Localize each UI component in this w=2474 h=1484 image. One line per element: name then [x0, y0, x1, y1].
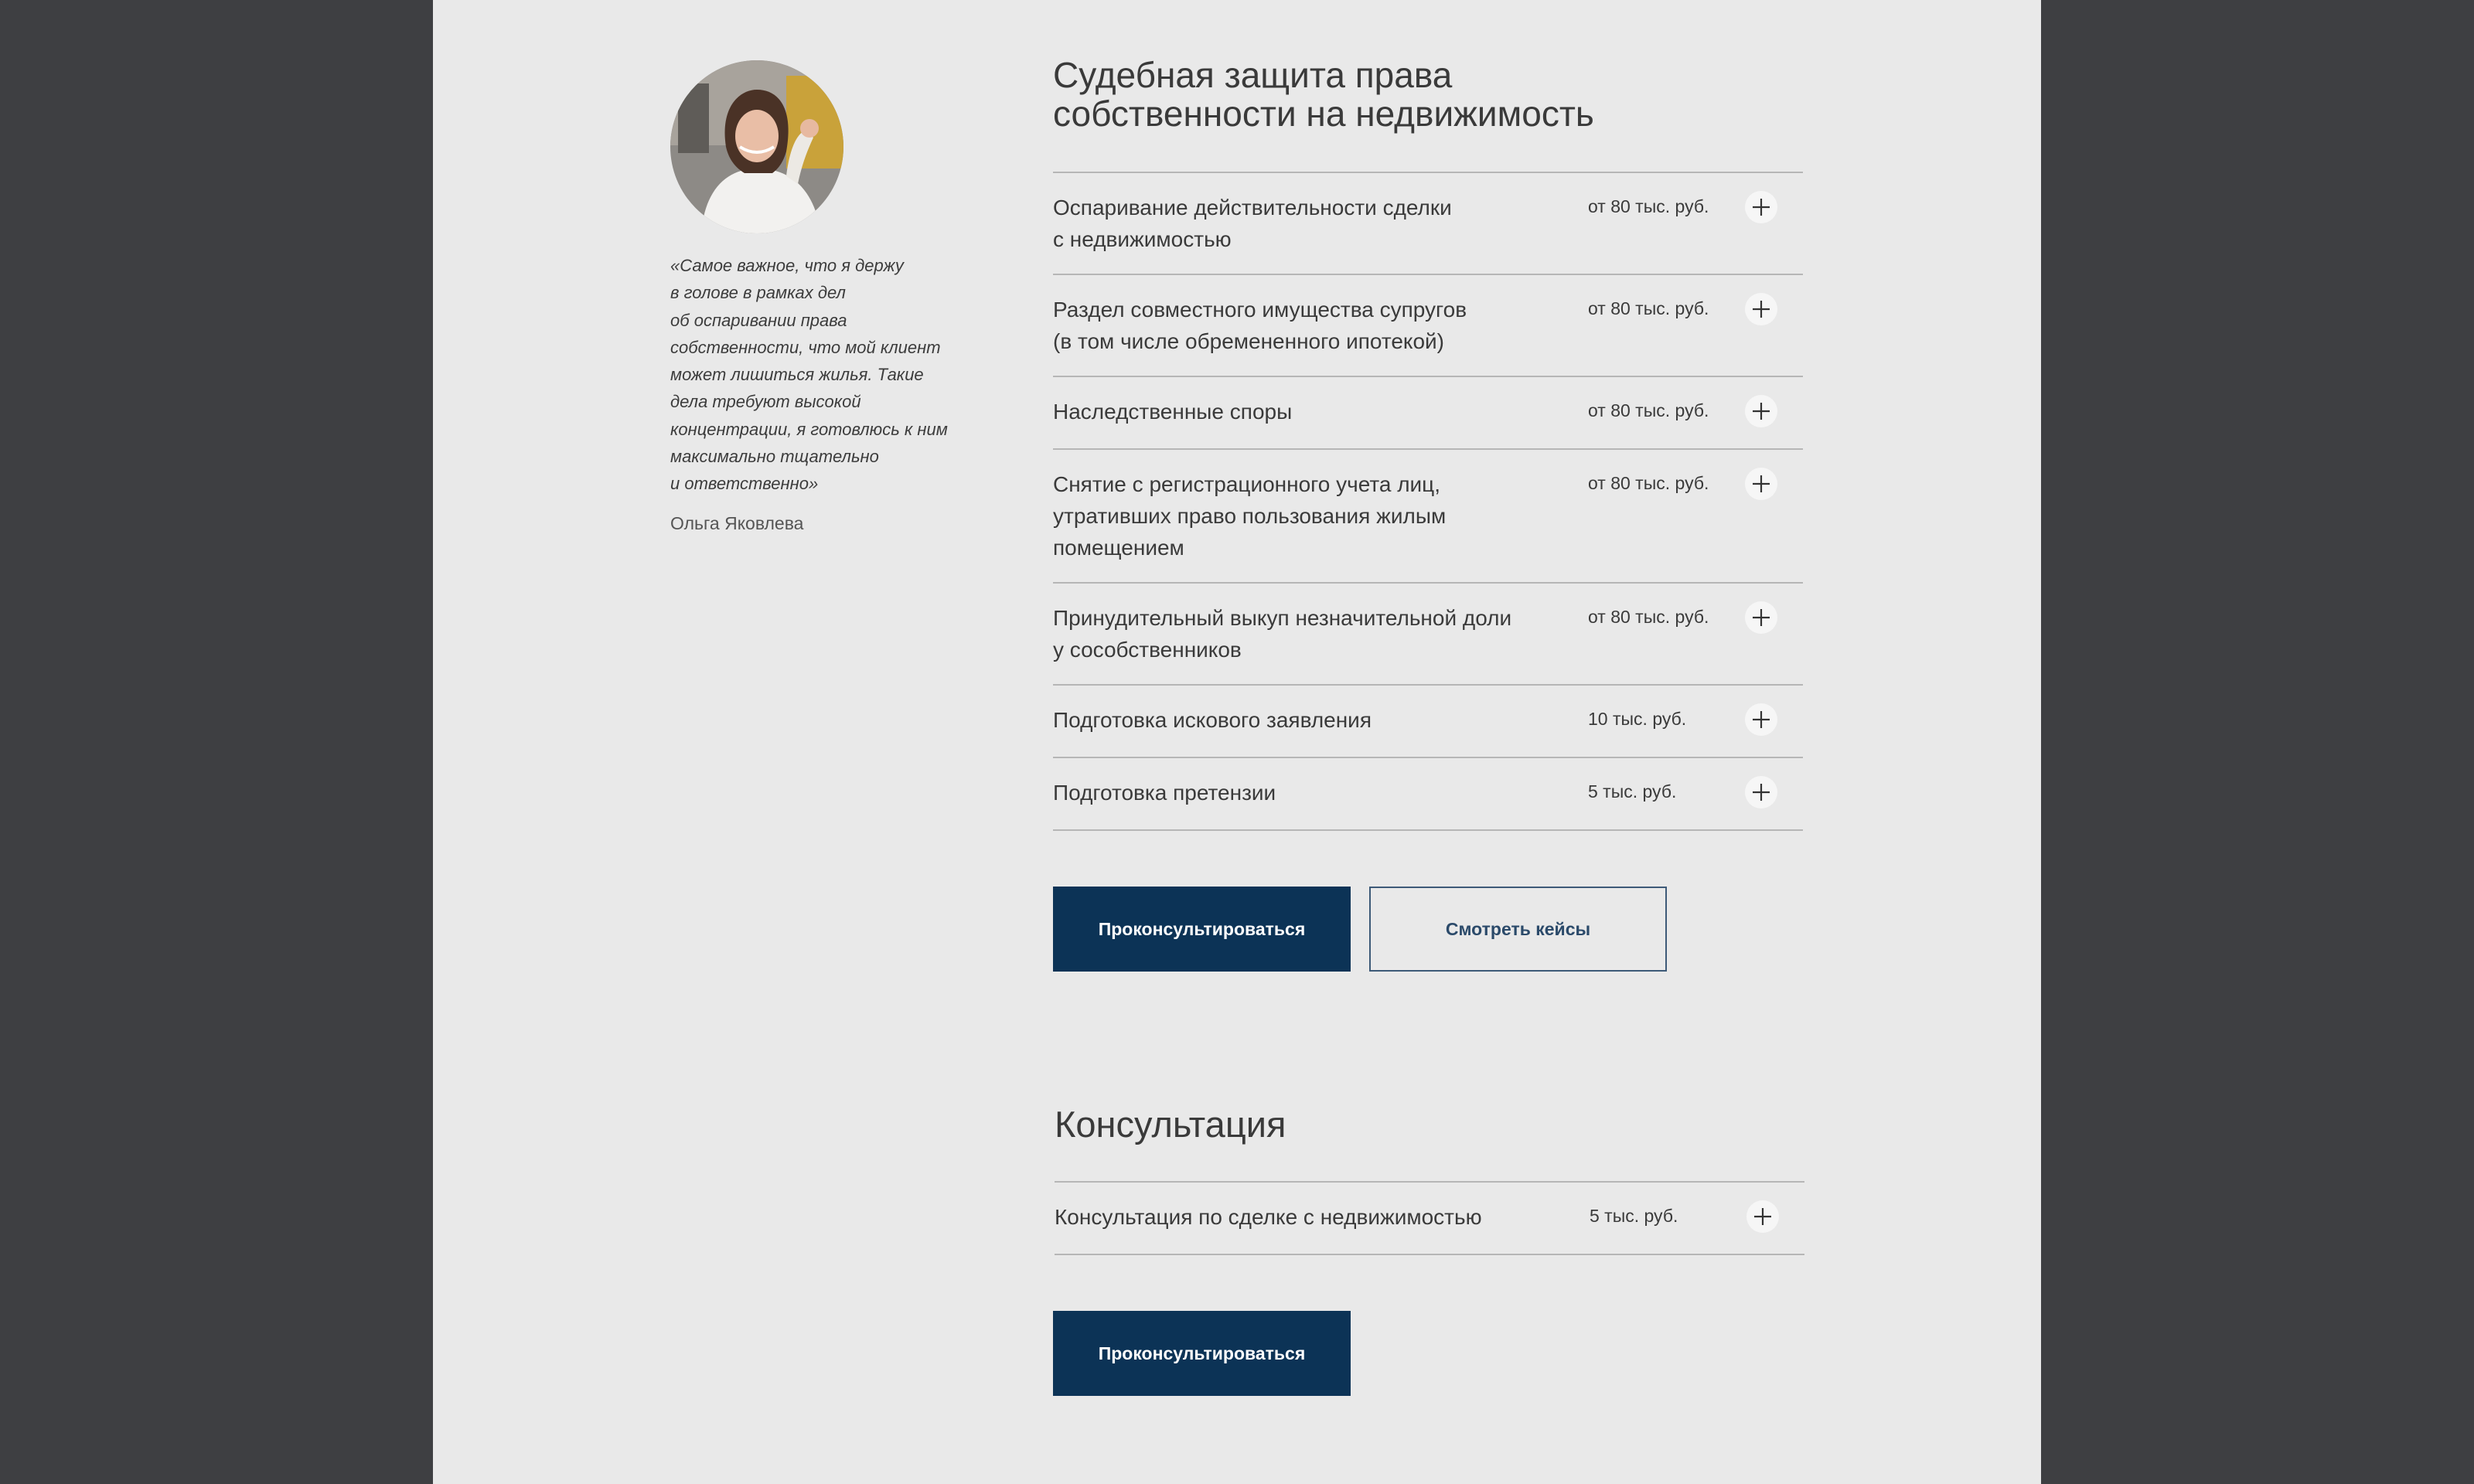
service-price: от 80 тыс. руб.	[1588, 607, 1709, 627]
expand-button[interactable]	[1745, 776, 1777, 808]
section-title: Судебная защита права собственности на недвижимость	[1053, 55, 1594, 134]
list-item[interactable]	[1053, 450, 1803, 584]
services-list	[1055, 1181, 1804, 1255]
consult-button[interactable]: Проконсультироваться	[1053, 1311, 1351, 1396]
service-price: 10 тыс. руб.	[1588, 709, 1687, 729]
service-title: Подготовка претензии	[1053, 781, 1276, 805]
author-block	[670, 60, 980, 534]
service-title: Принудительный выкуп незначительной доли у сособственников	[1053, 606, 1512, 662]
list-item[interactable]	[1053, 686, 1803, 758]
plus-icon	[1751, 474, 1771, 494]
list-item[interactable]	[1053, 584, 1803, 686]
section-consultation	[1055, 1105, 1804, 1396]
services-list	[1053, 172, 1803, 831]
expand-button[interactable]	[1745, 468, 1777, 500]
list-item[interactable]	[1053, 275, 1803, 377]
page-content	[433, 0, 2041, 1484]
author-avatar	[670, 60, 843, 233]
consult-button[interactable]: Проконсультироваться	[1053, 887, 1351, 972]
plus-icon	[1751, 401, 1771, 421]
author-quote: «Самое важное, что я держу в голове в рамках дел об оспаривании права собственности, что мой клиент может лишиться жилья. Такие дела требуют высокой концентрации, я готовлюсь к ним максимально тщательно и ответственно»	[670, 256, 948, 494]
plus-icon	[1751, 608, 1771, 628]
expand-button[interactable]	[1745, 293, 1777, 325]
action-buttons	[1053, 1311, 1804, 1396]
service-price: от 80 тыс. руб.	[1588, 196, 1709, 216]
service-price: от 80 тыс. руб.	[1588, 473, 1709, 493]
service-price: от 80 тыс. руб.	[1588, 298, 1709, 318]
service-price: 5 тыс. руб.	[1588, 781, 1677, 802]
expand-button[interactable]	[1745, 601, 1777, 634]
plus-icon	[1751, 710, 1771, 730]
list-item[interactable]	[1053, 173, 1803, 275]
service-price: от 80 тыс. руб.	[1588, 400, 1709, 420]
section-title: Консультация	[1055, 1104, 1286, 1145]
section-court-protection	[1053, 56, 1803, 972]
action-buttons	[1053, 887, 1803, 972]
plus-icon	[1753, 1207, 1773, 1227]
service-title: Раздел совместного имущества супругов (в том числе обремененного ипотекой)	[1053, 298, 1467, 353]
plus-icon	[1751, 782, 1771, 802]
plus-icon	[1751, 299, 1771, 319]
expand-button[interactable]	[1745, 191, 1777, 223]
service-title: Снятие с регистрационного учета лиц, утративших право пользования жилым помещением	[1053, 472, 1447, 560]
author-name: Ольга Яковлева	[670, 512, 804, 533]
service-title: Наследственные споры	[1053, 400, 1293, 424]
expand-button[interactable]	[1746, 1200, 1779, 1233]
expand-button[interactable]	[1745, 395, 1777, 427]
service-title: Подготовка искового заявления	[1053, 708, 1372, 732]
service-title: Оспаривание действительности сделки с недвижимостью	[1053, 196, 1452, 251]
list-item[interactable]	[1055, 1183, 1804, 1255]
service-price: 5 тыс. руб.	[1590, 1206, 1678, 1226]
list-item[interactable]	[1053, 758, 1803, 831]
expand-button[interactable]	[1745, 703, 1777, 736]
plus-icon	[1751, 197, 1771, 217]
view-cases-button[interactable]: Смотреть кейсы	[1369, 887, 1667, 972]
service-title: Консультация по сделке с недвижимостью	[1055, 1205, 1482, 1229]
list-item[interactable]	[1053, 377, 1803, 450]
